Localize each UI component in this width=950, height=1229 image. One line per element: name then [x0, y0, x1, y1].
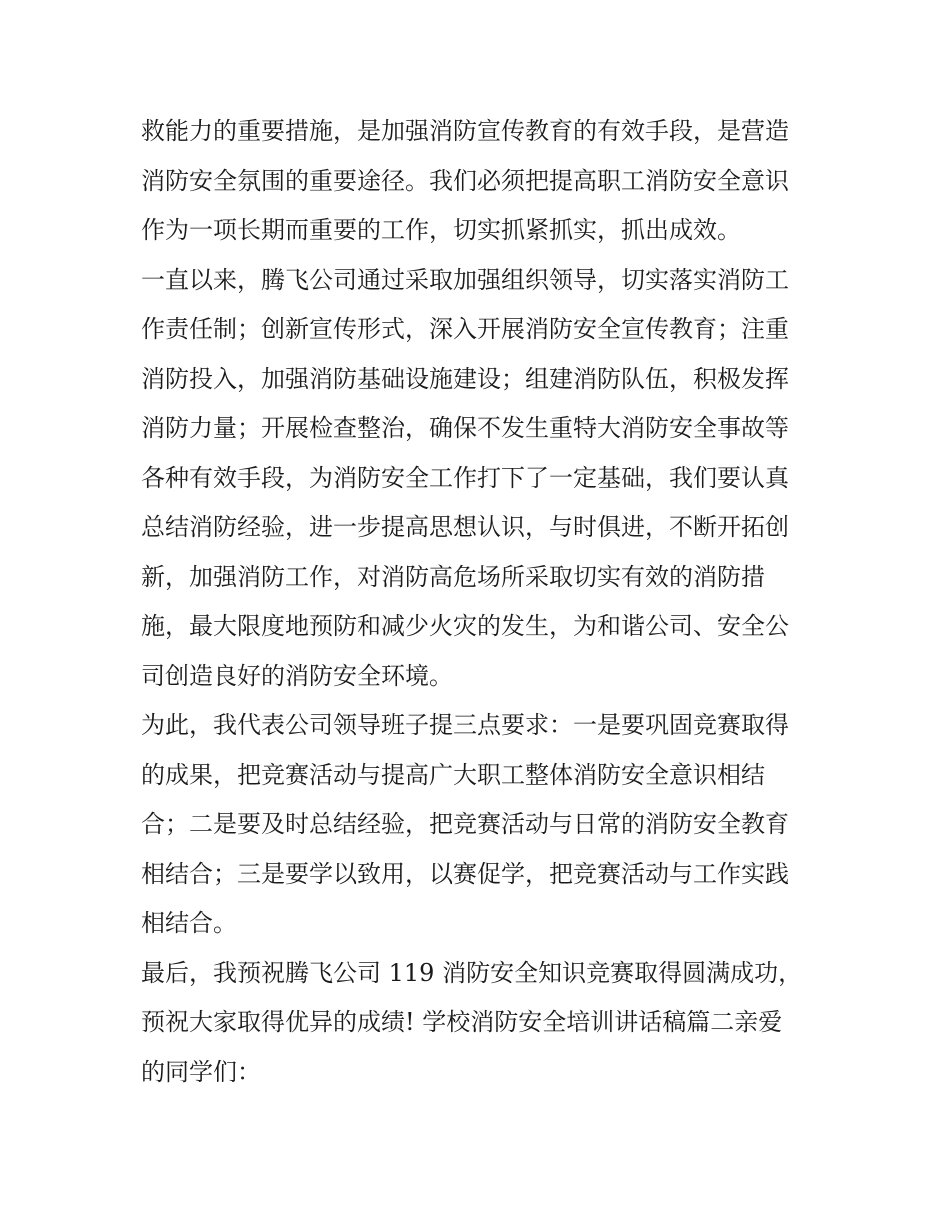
text-line: 司创造良好的消防安全环境。: [141, 661, 453, 690]
text-line: 的成果，把竞赛活动与提高广大职工整体消防安全意识相结: [141, 760, 765, 789]
text-line: 作为一项长期而重要的工作，切实抓紧抓实，抓出成效。: [141, 216, 741, 244]
text-line: 消防安全氛围的重要途径。我们必须把提高职工消防安全意识: [141, 166, 789, 195]
text-line: 各种有效手段，为消防安全工作打下了一定基础，我们要认真: [141, 463, 789, 492]
text-line: 消防投入，加强消防基础设施建设；组建消防队伍，积极发挥: [141, 364, 789, 393]
text-line: 作责任制；创新宣传形式，深入开展消防安全宣传教育；注重: [141, 315, 789, 343]
text-line: 合；二是要及时总结经验，把竞赛活动与日常的消防安全教育: [141, 810, 789, 838]
text-line: 一直以来，腾飞公司通过采取加强组织领导，切实落实消防工: [141, 265, 789, 294]
document-body: [141, 107, 821, 1097]
text-line: 的同学们：: [141, 1057, 261, 1086]
text-line: 施，最大限度地预防和减少火灾的发生，为和谐公司、安全公: [141, 612, 789, 640]
text-line: 相结合。: [141, 909, 237, 937]
text-line: 预祝大家取得优异的成绩! 学校消防安全培训讲话稿篇二亲爱: [141, 1008, 783, 1036]
text-line: 救能力的重要措施，是加强消防宣传教育的有效手段，是营造: [141, 117, 789, 145]
text-line: 为此，我代表公司领导班子提三点要求：一是要巩固竞赛取得: [141, 711, 789, 739]
text-line: 消防力量；开展检查整治，确保不发生重特大消防安全事故等: [141, 414, 789, 442]
text-line: 新，加强消防工作，对消防高危场所采取切实有效的消防措: [141, 562, 765, 591]
text-line: 总结消防经验，进一步提高思想认识，与时俱进，不断开拓创: [141, 513, 789, 541]
text-line: 最后，我预祝腾飞公司 119 消防安全知识竞赛取得圆满成功，: [141, 958, 803, 987]
text-line: 相结合；三是要学以致用，以赛促学，把竞赛活动与工作实践: [141, 859, 789, 888]
